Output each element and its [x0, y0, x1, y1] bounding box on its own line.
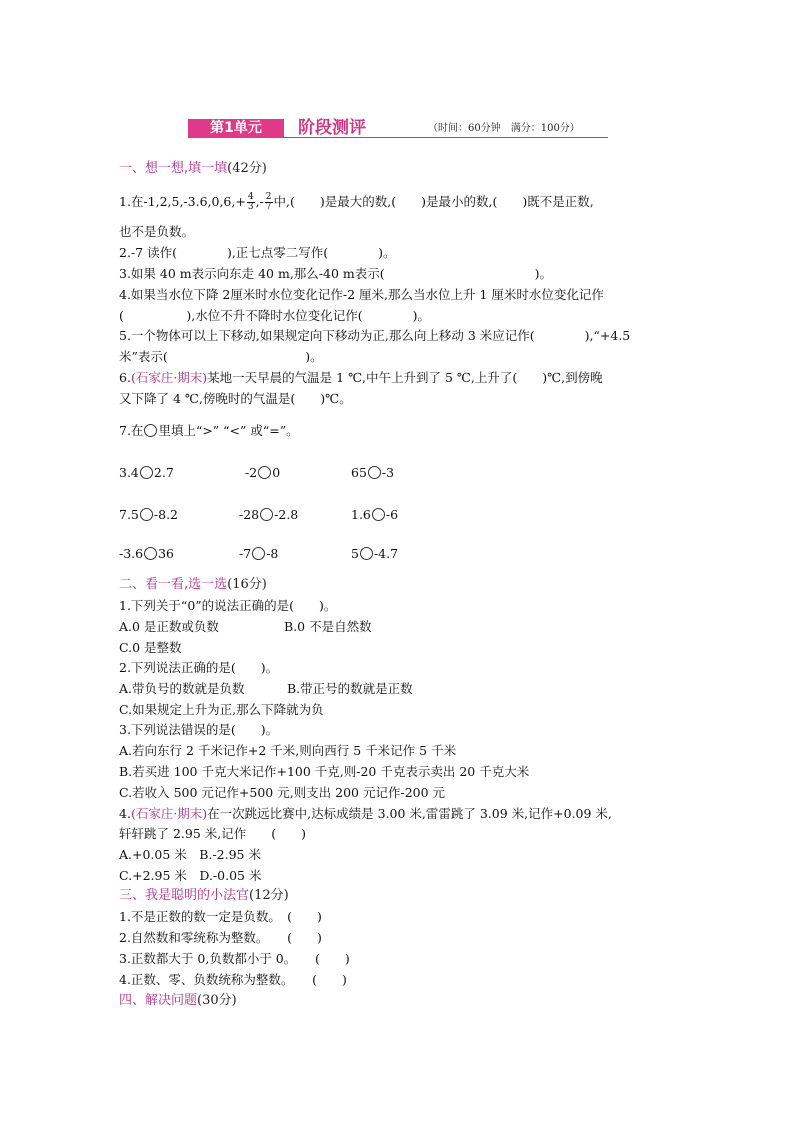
answer-circle-icon[interactable]	[258, 466, 271, 479]
section-3-points: (12分)	[249, 888, 289, 903]
compare-item	[119, 507, 178, 523]
compare-right: 0	[272, 465, 281, 480]
option-2-3-c: C.若收入 500 元记作+500 元,则支出 200 元记作-200 元	[119, 785, 446, 800]
question-1-6-line2: 又下降了 4 ℃,傍晚时的气温是( )℃。	[119, 391, 352, 406]
fraction-two-sevenths	[265, 193, 273, 212]
q2-4-text: 在一次跳远比赛中,达标成绩是 3.00 米,雷雷跳了 3.09 米,记作+0.09 米,	[207, 806, 612, 821]
question-2-4-line2: 轩轩跳了 2.95 米,记作 ( )	[119, 826, 307, 841]
page-title: 阶段测评	[298, 118, 366, 138]
section-2-title: 二、看一看,选一选	[119, 577, 228, 592]
compare-right: 36	[158, 546, 175, 561]
judge-item: 4.正数、零、负数统称为整数。 ( )	[119, 972, 347, 987]
compare-right: -3	[381, 465, 395, 480]
question-1-2: 2.-7 读作( ),正七点零二写作( )。	[119, 245, 396, 260]
frac2-numerator: 2	[265, 192, 272, 202]
compare-right: -6	[385, 507, 399, 522]
compare-right: -8.2	[153, 507, 178, 522]
option-2-1-c: C.0 是整数	[119, 640, 182, 655]
section-3-title: 三、我是聪明的小法官	[119, 888, 250, 903]
answer-circle-icon[interactable]	[140, 466, 153, 479]
answer-circle-icon[interactable]	[368, 466, 381, 479]
question-1-4-line2: ( ),水位不升不降时水位变化记作( )。	[119, 308, 430, 323]
section-3-heading	[119, 888, 289, 904]
compare-left: -28	[239, 507, 260, 522]
section-4-heading	[119, 993, 237, 1009]
question-1-6-line1	[119, 370, 603, 386]
question-2-2: 2.下列说法正确的是( )。	[119, 660, 279, 675]
fraction-four-thirds	[247, 193, 255, 212]
options-2-4-ab: A.+0.05 米 B.-2.95 米	[119, 847, 261, 862]
compare-item	[351, 507, 398, 523]
answer-circle-icon[interactable]	[260, 508, 273, 521]
answer-circle-icon[interactable]	[140, 508, 153, 521]
compare-item	[351, 465, 394, 481]
compare-item	[351, 546, 398, 562]
question-1-5-line2: 米”表示( )。	[119, 349, 323, 364]
q1-text-mid: ,-	[255, 194, 264, 209]
option-2-3-a: A.若向东行 2 千米记作+2 千米,则向西行 5 千米记作 5 千米	[119, 743, 457, 758]
question-1-5-line1: 5.一个物体可以上下移动,如果规定向下移动为正,那么向上移动 3 米应记作( ),“+4.5	[119, 328, 631, 343]
section-1-title: 一、想一想,填一填	[119, 161, 228, 176]
section-4-points: (30分)	[197, 993, 237, 1008]
frac2-denominator: 7	[265, 202, 272, 212]
compare-item	[119, 465, 174, 481]
frac1-numerator: 4	[247, 192, 254, 202]
answer-circle-icon[interactable]	[372, 508, 385, 521]
q6-text: 某地一天早晨的气温是 1 ℃,中午上升到了 5 ℃,上升了( )℃,到傍晚	[207, 370, 603, 385]
compare-right: -4.7	[373, 546, 399, 561]
section-2-points: (16分)	[227, 577, 267, 592]
question-1-7	[119, 423, 299, 439]
compare-left: -3.6	[119, 546, 144, 561]
q2-4-source-tag: (石家庄·期末)	[130, 806, 208, 821]
judge-item: 1.不是正数的数一定是负数。 ( )	[119, 909, 322, 924]
section-1-points: (42分)	[227, 161, 267, 176]
option-2-2-a: A.带负号的数就是负数	[119, 681, 245, 696]
answer-circle-icon[interactable]	[144, 547, 157, 560]
compare-left: 65	[351, 465, 367, 480]
options-2-4-cd: C.+2.95 米 D.-0.05 米	[119, 868, 262, 883]
compare-left: -7	[239, 546, 252, 561]
question-2-1: 1.下列关于“0”的说法正确的是( )。	[119, 598, 337, 613]
q6-number: 6.	[119, 370, 131, 385]
answer-circle-icon[interactable]	[360, 547, 373, 560]
unit-badge: 第1单元	[188, 119, 284, 138]
compare-item	[239, 507, 298, 523]
frac1-denominator: 3	[247, 202, 254, 212]
compare-left: -2	[245, 465, 258, 480]
unit-header	[188, 117, 608, 141]
question-1-4-line1: 4.如果当水位下降 2厘米时水位变化记作-2 厘米,那么当水位上升 1 厘米时水位变化记作	[119, 287, 604, 302]
compare-left: 1.6	[351, 507, 371, 522]
judge-item: 2.自然数和零统称为整数。 ( )	[119, 930, 322, 945]
compare-item	[119, 546, 174, 562]
section-2-heading	[119, 577, 267, 593]
q7-text-post: 里填上“>” “<” 或“=”。	[158, 423, 299, 438]
compare-item	[239, 546, 278, 562]
question-2-3: 3.下列说法错误的是( )。	[119, 722, 279, 737]
q6-source-tag: (石家庄·期末)	[130, 370, 208, 385]
section-1-heading	[119, 161, 267, 177]
q1-text-post: 中,( )是最大的数,( )是最小的数,( )既不是正数,	[273, 194, 594, 209]
question-1-1	[119, 193, 594, 212]
time-score-info: （时间：60分钟 满分：100分）	[428, 123, 580, 134]
question-1-3: 3.如果 40 m表示向东走 40 m,那么-40 m表示( )。	[119, 266, 553, 281]
question-1-1-line2: 也不是负数。	[119, 224, 195, 239]
option-2-2-b: B.带正号的数就是正数	[287, 681, 413, 696]
compare-right: -8	[266, 546, 279, 561]
judge-item: 3.正数都大于 0,负数都小于 0。 ( )	[119, 951, 350, 966]
q2-4-number: 4.	[119, 806, 131, 821]
option-2-2-c: C.如果规定上升为正,那么下降就为负	[119, 702, 324, 717]
question-2-4-line1	[119, 806, 612, 822]
option-2-1-a: A.0 是正数或负数	[119, 619, 219, 634]
compare-right: 2.7	[153, 465, 174, 480]
answer-circle-icon[interactable]	[252, 547, 265, 560]
answer-circle-icon	[144, 424, 157, 437]
option-2-3-b: B.若买进 100 千克大米记作+100 千克,则-20 千克表示卖出 20 千克大米	[119, 764, 530, 779]
compare-item	[245, 465, 280, 481]
compare-left: 5	[351, 546, 359, 561]
compare-left: 3.4	[119, 465, 139, 480]
compare-right: -2.8	[274, 507, 299, 522]
option-2-1-b: B.0 不是自然数	[284, 619, 372, 634]
section-4-title: 四、解决问题	[119, 993, 198, 1008]
q7-text-pre: 7.在	[119, 423, 144, 438]
compare-left: 7.5	[119, 507, 139, 522]
q1-text-pre: 1.在-1,2,5,-3.6,0,6,+	[119, 194, 246, 209]
